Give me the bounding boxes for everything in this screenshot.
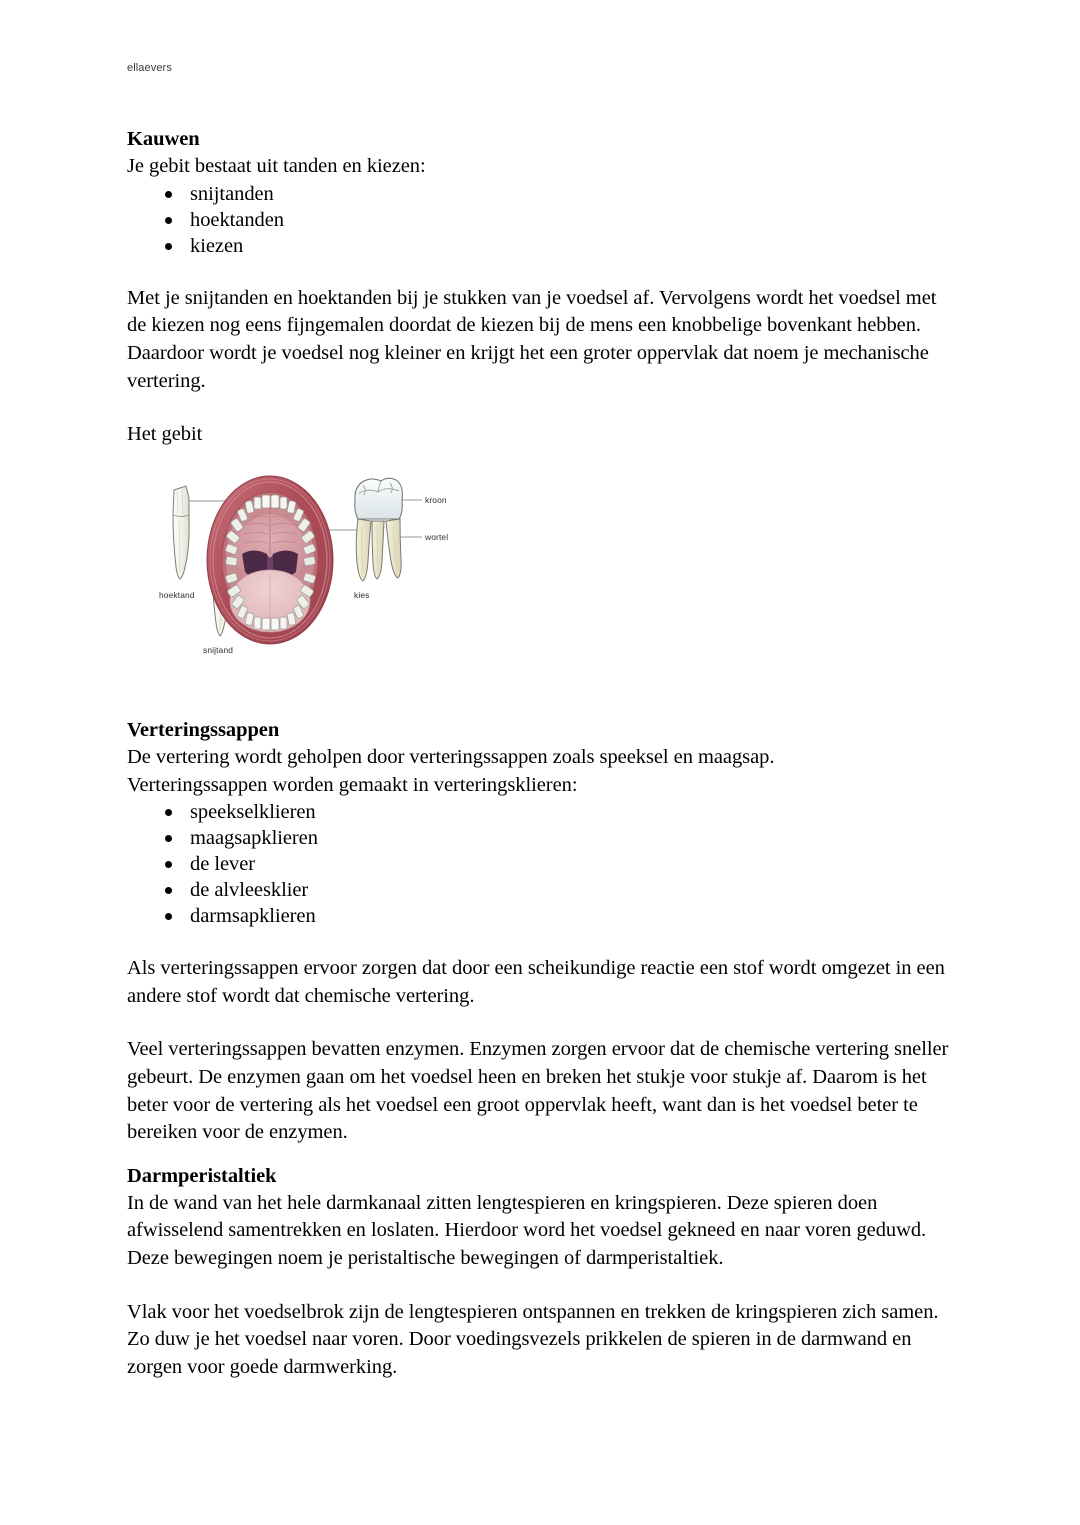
- canine-tooth-illustration: [173, 486, 189, 579]
- list-item: hoektanden: [127, 207, 957, 233]
- section-title-kauwen: Kauwen: [127, 128, 200, 150]
- spacer: [127, 1147, 957, 1163]
- label-kroon: kroon: [425, 495, 447, 505]
- spacer: [127, 1273, 957, 1299]
- verteringssappen-intro-2: Verteringssappen worden gemaakt in verteringsklieren:: [127, 773, 578, 796]
- list-item: de alvleesklier: [127, 877, 957, 903]
- label-kies: kies: [354, 590, 370, 600]
- figure-caption: Het gebit: [127, 423, 203, 446]
- label-hoektand: hoektand: [159, 590, 195, 600]
- dentition-diagram: [150, 455, 480, 677]
- verteringssappen-bullet-list: [127, 799, 957, 929]
- document-header: ellaevers: [127, 62, 172, 74]
- kauwen-intro: Je gebit bestaat uit tanden en kiezen:: [127, 155, 426, 178]
- list-item: speekselklieren: [127, 799, 957, 825]
- list-item: snijtanden: [127, 181, 957, 207]
- spacer: [127, 1010, 957, 1036]
- darmperistaltiek-paragraph-1: In de wand van het hele darmkanaal zitten lengtespieren en kringspieren. Deze spieren doen afwisselend samentrekken en loslaten. Hierdoor word het voedsel gekneed en naar voren geduwd. Deze bewegingen noem je peristaltische bewegingen of darmperistaltiek.: [127, 1191, 927, 1269]
- kauwen-bullet-list: [127, 181, 957, 259]
- section-title-darmperistaltiek: Darmperistaltiek: [127, 1164, 277, 1187]
- spacer: [127, 929, 957, 955]
- list-item: maagsapklieren: [127, 825, 957, 851]
- kauwen-paragraph: Met je snijtanden en hoektanden bij je stukken van je voedsel af. Vervolgens wordt het voedsel met de kiezen nog eens fijngemalen doordat de kiezen bij de mens een knobbelige bovenkant hebben. Daardoor wordt je voedsel nog kleiner en krijgt het een groter oppervlak dat noem je mechanische vertering.: [127, 286, 937, 392]
- spacer: [127, 259, 957, 285]
- spacer: [127, 395, 957, 421]
- verteringssappen-paragraph-1: Als verteringssappen ervoor zorgen dat door een scheikundige reactie een stof wordt omgezet in een andere stof wordt dat chemische vertering.: [127, 957, 945, 1007]
- list-item: de lever: [127, 851, 957, 877]
- section-title-verteringssappen: Verteringssappen: [127, 718, 280, 741]
- verteringssappen-paragraph-2: Veel verteringssappen bevatten enzymen. Enzymen zorgen ervoor dat de chemische vertering sneller gebeurt. De enzymen gaan om het voedsel heen en breken het stukje voor stukje af. Daarom is het beter voor de vertering als het voedsel een groot oppervlak heeft, want dan is het voedsel beter te bereiken voor de enzymen.: [127, 1038, 949, 1144]
- molar-tooth-illustration: [355, 478, 403, 581]
- label-snijtand: snijtand: [203, 645, 234, 655]
- open-mouth-illustration: [207, 476, 333, 644]
- list-item: darmsapklieren: [127, 903, 957, 929]
- list-item: kiezen: [127, 233, 957, 259]
- label-wortel: wortel: [425, 532, 449, 542]
- darmperistaltiek-paragraph-2: Vlak voor het voedselbrok zijn de lengtespieren ontspannen en trekken de kringspieren zich samen. Zo duw je het voedsel naar voren. Door voedingsvezels prikkelen de spieren in de darmwand en zorgen voor goede darmwerking.: [127, 1300, 939, 1378]
- document-body: [127, 126, 957, 1381]
- verteringssappen-intro-1: De vertering wordt geholpen door verteringssappen zoals speeksel en maagsap.: [127, 745, 775, 768]
